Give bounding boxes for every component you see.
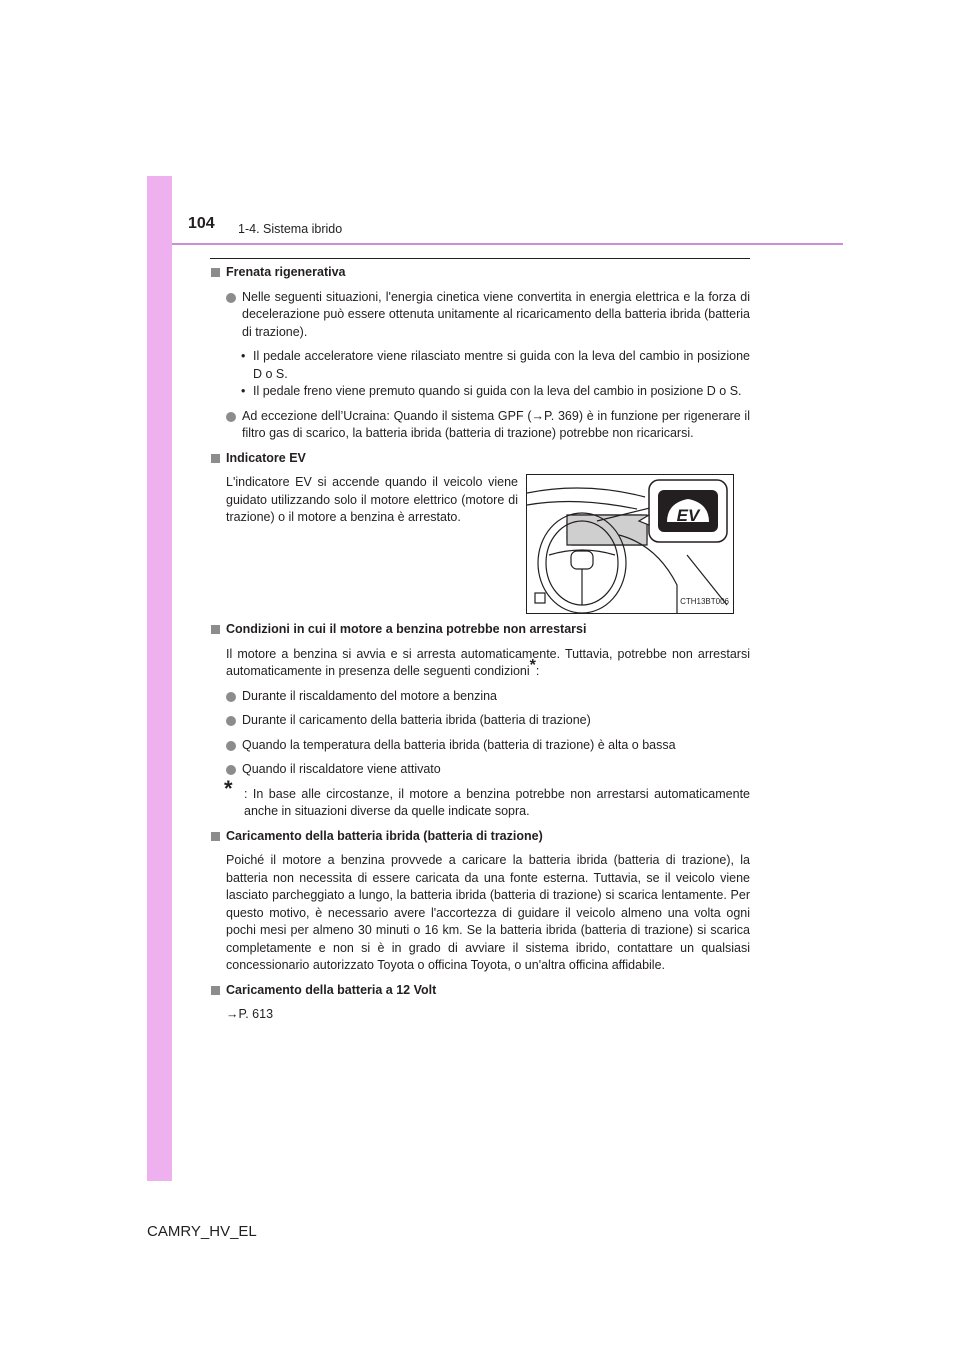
bullet-item: Quando la temperatura della batteria ibrida (batteria di trazione) è alta o bassa [210,737,750,755]
round-bullet-icon [226,741,236,751]
round-bullet-icon [226,293,236,303]
sub-item: • Il pedale acceleratore viene rilasciato mentre si guida con la leva del cambio in posizione D o S. [241,349,750,381]
square-bullet-icon [211,625,220,634]
footnote: * : In base alle circostanze, il motore a benzina potrebbe non arrestarsi automaticamente anche in situazioni diverse da quelle indicate sopra. [224,775,750,818]
dot-marker-icon: • [241,349,246,363]
header-rule [172,243,843,245]
sub-item: • Il pedale freno viene premuto quando si guida con la leva del cambio in posizione D o S. [210,383,750,401]
section-title: 1-4. Sistema ibrido [238,222,343,236]
page-reference-link[interactable]: →P. 613 [226,1007,274,1021]
ev-description: L'indicatore EV si accende quando il veicolo viene guidato utilizzando solo il motore elettrico (motore di trazione) o il motore a benzina è arrestato. [226,475,518,524]
bullet-item: Durante il riscaldamento del motore a benzina [210,688,750,706]
bullet-item: Durante il caricamento della batteria ibrida (batteria di trazione) [210,712,750,730]
bullet-item: Ad eccezione dell’Ucraina: Quando il sistema GPF (→P. 369) è in funzione per rigenerare il filtro gas di scarico, la batteria ibrida (batteria di trazione) potrebbe non ricaricarsi. [210,408,750,443]
figure-label: CTH13BT006 [680,596,729,606]
round-bullet-icon [226,716,236,726]
paragraph: Poiché il motore a benzina provvede a caricare la batteria ibrida (batteria di trazione), la batteria non necessita di essere caricata da una fonte esterna. Tuttavia, se il veicolo viene lasciato parcheggiato a lungo, la batteria ibrida (batteria di trazione) si scarica lentamente. Per questo motivo, è necessario avere l'accortezza di guidare il veicolo almeno una volta ogni pochi mesi per almeno 30 minuti o 16 km. Se la batteria ibrida (batteria di trazione) si scarica completamente e non si è in grado di avviare il sistema ibrido, contattare un qualsiasi concessionario autorizzato Toyota o officina Toyota, o un'altra officina affidabile. [226,853,750,972]
svg-text:EV: EV [676,506,700,525]
dot-marker-icon: • [241,384,246,398]
sidebar-tab [147,176,172,1181]
bullet-item: Nelle seguenti situazioni, l'energia cinetica viene convertita in energia elettrica e la forza di decelerazione può essere ottenuta unitamente al ricaricamento della batteria ibrida (batteria di trazione). [210,289,750,342]
square-bullet-icon [211,986,220,995]
heading-indicatore: Indicatore EV [210,450,750,468]
square-bullet-icon [211,832,220,841]
heading-frenata: Frenata rigenerativa [210,264,750,282]
asterisk-mark: * [224,775,233,801]
round-bullet-icon [226,765,236,775]
heading-caricamento-12v: Caricamento della batteria a 12 Volt [210,982,750,1000]
bullet-item: Quando il riscaldatore viene attivato [210,761,750,779]
content-rule [210,258,750,259]
square-bullet-icon [211,454,220,463]
sub-list [210,348,750,401]
page-number: 104 [188,215,215,232]
footer-model: CAMRY_HV_EL [147,1223,257,1240]
square-bullet-icon [211,268,220,277]
content [210,264,750,1031]
heading-caricamento-ibrida: Caricamento della batteria ibrida (batteria di trazione) [210,828,750,846]
ev-indicator-row [210,474,750,614]
round-bullet-icon [226,692,236,702]
heading-condizioni: Condizioni in cui il motore a benzina potrebbe non arrestarsi [210,621,750,639]
round-bullet-icon [226,412,236,422]
paragraph: Il motore a benzina si avvia e si arresta automaticamente. Tuttavia, potrebbe non arrestarsi automaticamente in presenza delle seguenti condizioni*: [226,646,750,678]
dashboard-figure [526,474,734,614]
